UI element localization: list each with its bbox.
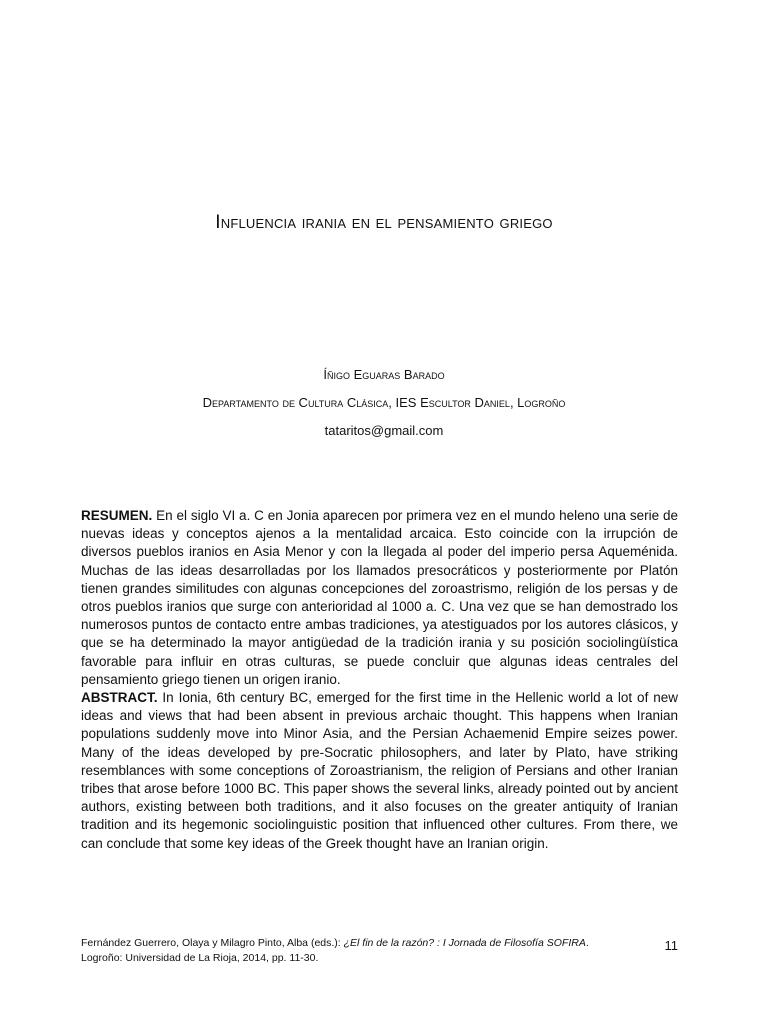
- resumen-label: RESUMEN.: [81, 508, 153, 523]
- abstract-section: [81, 507, 678, 853]
- citation-title-italic: ¿El fin de la razón? : I Jornada de Filosofía SOFIRA: [343, 937, 586, 949]
- abstract-paragraph: [81, 689, 678, 853]
- paper-title: Influencia irania en el pensamiento griego: [215, 212, 553, 233]
- abstract-text: In Ionia, 6th century BC, emerged for the first time in the Hellenic world a lot of new ideas and views that had been absent in previous archaic thought. This happens when Iranian populations suddenly move into Minor Asia, and the Persian Achaemenid Empire seizes power. Many of the ideas developed by pre-Socratic philosophers, and later by Plato, have striking resemblances with some conceptions of Zoroastrianism, the religion of Persians and other Iranian tribes that arose before 1000 BC. This paper shows the several links, already pointed out by ancient authors, existing between both traditions, and it also focuses on the greater antiquity of Iranian tradition and its hegemonic sociolinguistic position that influenced other cultures. From there, we can conclude that some key ideas of the Greek thought have an Iranian origin.: [81, 690, 678, 851]
- resumen-paragraph: [81, 507, 678, 689]
- citation-part-1: Fernández Guerrero, Olaya y Milagro Pinto, Alba (eds.):: [81, 937, 344, 949]
- resumen-text: En el siglo VI a. C en Jonia aparecen por primera vez en el mundo heleno una serie de nuevas ideas y conceptos ajenos a la mentalidad arcaica. Esto coincide con la irrupción de diversos pueblos iranios en Asia Menor y con la llegada al poder del imperio persa Aqueménida. Muchas de las ideas desarrolladas por los llamados presocráticos y posteriormente por Platón tienen grandes similitudes con algunas concepciones del zoroastrismo, religión de los persas y de otros pueblos iranios que surge con anterioridad al 1000 a. C. Una vez que se han demostrado los numerosos puntos de contacto entre ambas tradiciones, ya atestiguados por los autores clásicos, y que se ha determinado la mayor antigüedad de la tradición irania y su posición sociolingüística favorable para influir en otras culturas, se puede concluir que algunas ideas centrales del pensamiento griego tienen un origen iranio.: [81, 508, 678, 687]
- author-affiliation: Departamento de Cultura Clásica, IES Escultor Daniel, Logroño: [202, 395, 566, 410]
- citation-footer: [81, 936, 601, 966]
- abstract-label: ABSTRACT.: [81, 690, 158, 706]
- author-email: tataritos@gmail.com: [324, 423, 444, 438]
- author-name: Íñigo Eguaras Barado: [323, 367, 445, 382]
- page-number: 11: [664, 938, 678, 953]
- citation-part-3: . Logroño: Universidad de La Rioja, 2014, pp. 11-30.: [81, 937, 589, 964]
